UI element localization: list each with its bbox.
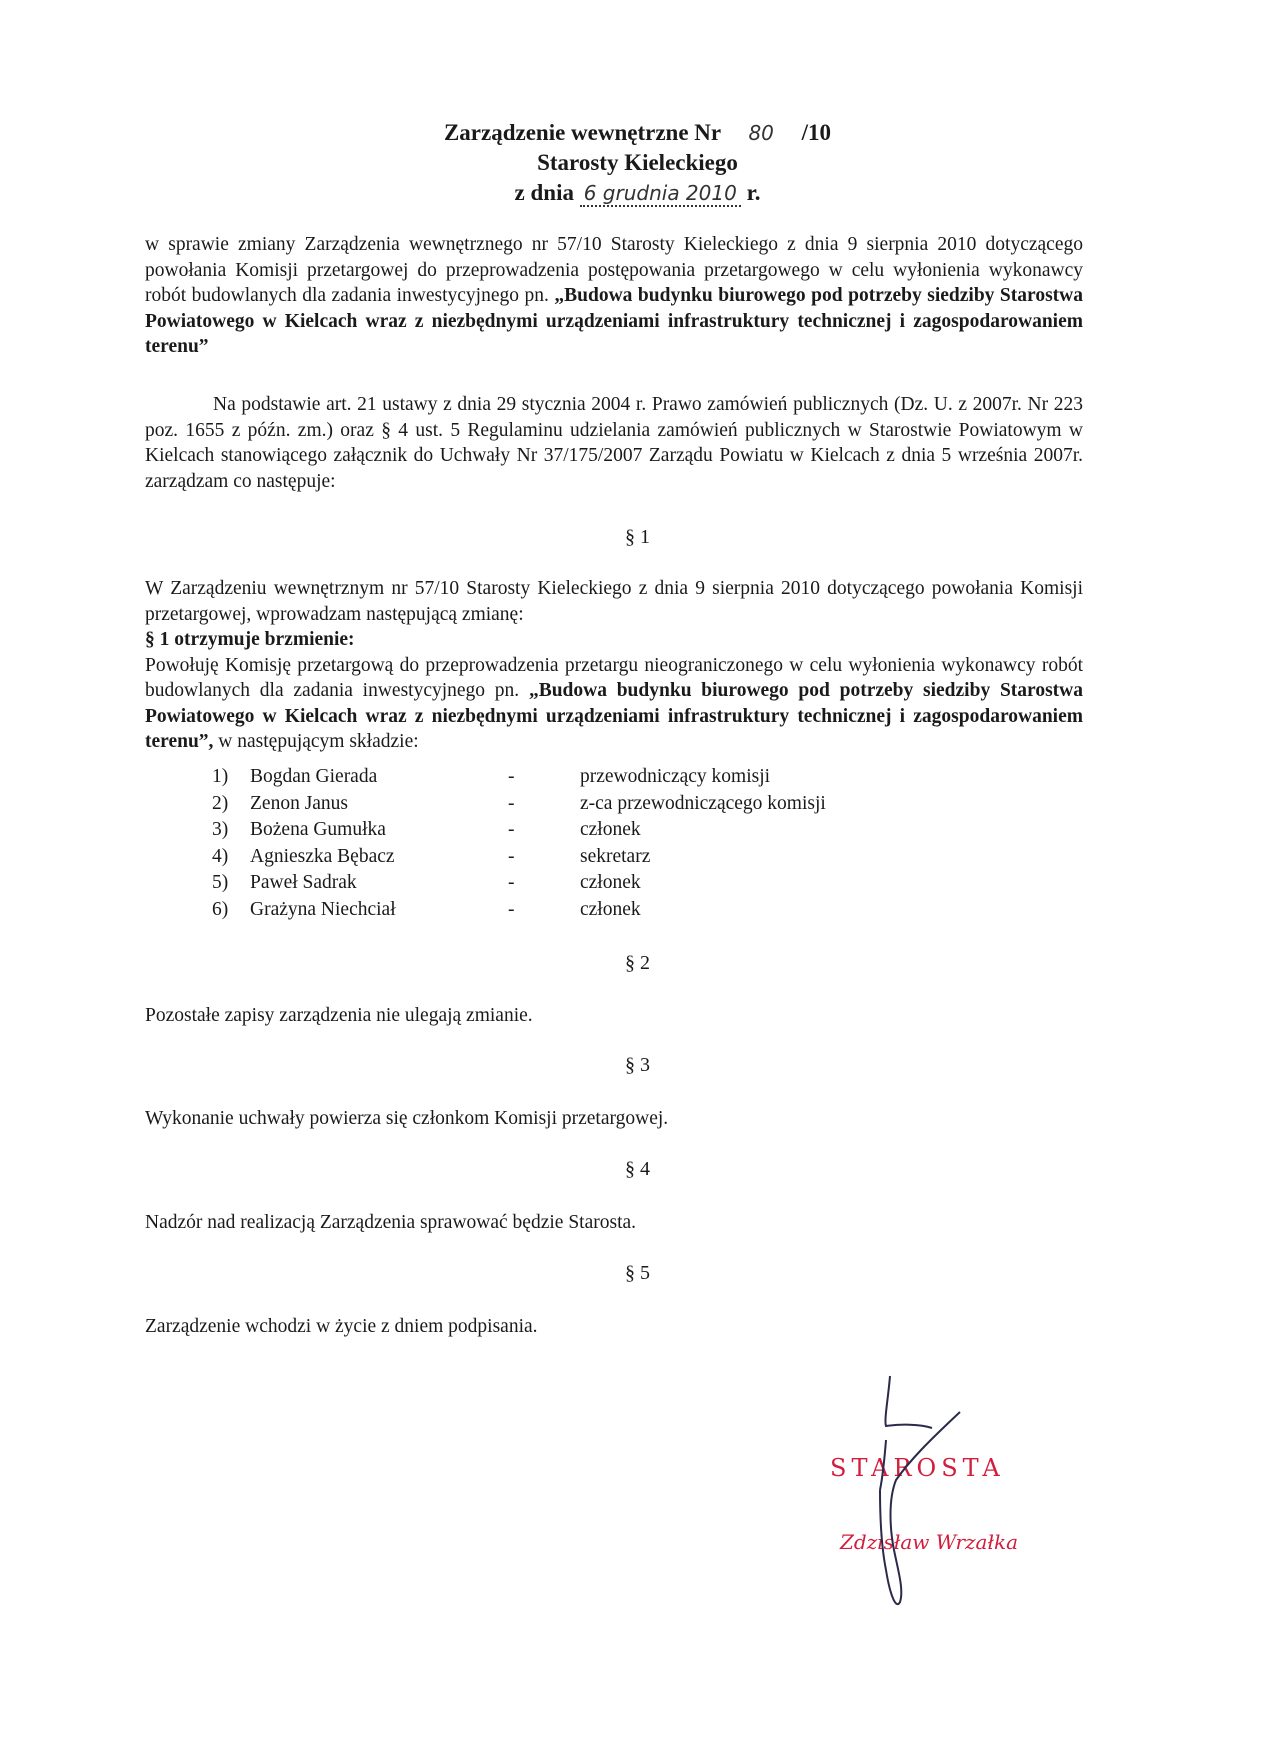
section-5-text: Zarządzenie wchodzi w życie z dniem podpisania. bbox=[145, 1316, 538, 1337]
section-1-body bbox=[145, 576, 1083, 755]
amendment-task-name: „Budowa budynku biurowego pod potrzeby siedziby Starostwa Powiatowego w Kielcach wraz z niezbędnymi urządzeniami infrastruktury technicznej i zagospodarowaniem terenu”, bbox=[145, 680, 1083, 752]
amendment-label: § 1 otrzymuje brzmienie: bbox=[145, 629, 355, 650]
member-role: członek bbox=[580, 819, 641, 840]
date-prefix: z dnia bbox=[514, 180, 574, 205]
section-4-text: Nadzór nad realizacją Zarządzenia sprawować będzie Starosta. bbox=[145, 1212, 637, 1233]
member-dash: - bbox=[508, 845, 515, 867]
member-number: 1) bbox=[212, 766, 229, 787]
member-role: członek bbox=[580, 872, 641, 893]
subject-paragraph bbox=[145, 232, 1083, 360]
member-name: Agnieszka Bębacz bbox=[250, 845, 395, 867]
list-item bbox=[212, 791, 912, 818]
document-date bbox=[0, 178, 1275, 208]
handwritten-signature bbox=[860, 1370, 1060, 1640]
member-dash: - bbox=[508, 792, 515, 814]
subject-text: w sprawie zmiany Zarządzenia wewnętrznego nr 57/10 Starosty Kieleckiego z dnia 9 sierpnia 2010 dotyczącego powołania Komisji przetargowej do przeprowadzenia postępowania przetargowego w celu wyłonienia wykonawcy robót budowlanych dla zadania inwestycyjnego pn. bbox=[145, 234, 1083, 306]
handwritten-number: 80 bbox=[748, 121, 774, 145]
member-name: Bożena Gumułka bbox=[250, 819, 386, 840]
member-number: 6) bbox=[212, 898, 229, 920]
document-subtitle: Starosty Kieleckiego bbox=[537, 150, 738, 175]
member-number: 3) bbox=[212, 819, 229, 840]
section-3-text: Wykonanie uchwały powierza się członkom Komisji przetargowej. bbox=[145, 1108, 669, 1129]
document-header bbox=[0, 118, 1275, 208]
list-item bbox=[212, 844, 912, 871]
member-name: Grażyna Niechciał bbox=[250, 898, 396, 920]
member-dash: - bbox=[508, 819, 515, 840]
amendment-tail: w następującym składzie: bbox=[218, 731, 419, 752]
member-number: 4) bbox=[212, 845, 229, 867]
stamp-title: STAROSTA bbox=[830, 1454, 1005, 1482]
member-dash: - bbox=[508, 898, 515, 920]
section-4-heading: § 4 bbox=[625, 1158, 650, 1180]
member-dash: - bbox=[508, 872, 515, 893]
amendment-plain: Powołuję Komisję przetargową do przeprowadzenia przetargu nieograniczonego w celu wyłonienia wykonawcy robót budowlanych dla zadania inwestycyjnego pn. bbox=[145, 654, 1083, 701]
member-role: przewodniczący komisji bbox=[580, 766, 771, 787]
section-5-heading: § 5 bbox=[625, 1262, 650, 1284]
member-dash: - bbox=[508, 766, 515, 787]
list-item bbox=[212, 817, 912, 844]
section-3-heading: § 3 bbox=[625, 1054, 650, 1076]
section-2-heading: § 2 bbox=[625, 952, 650, 974]
section-1-heading: § 1 bbox=[625, 526, 650, 548]
list-item bbox=[212, 764, 912, 791]
member-role: z-ca przewodniczącego komisji bbox=[580, 792, 826, 814]
section-2-text: Pozostałe zapisy zarządzenia nie ulegają zmianie. bbox=[145, 1005, 533, 1026]
document-title bbox=[0, 118, 1275, 148]
list-item bbox=[212, 870, 912, 897]
amendment-text bbox=[145, 653, 1083, 755]
list-item bbox=[212, 897, 912, 924]
stamp-name: Zdzisław Wrzałka bbox=[840, 1530, 1018, 1554]
title-prefix: Zarządzenie wewnętrzne Nr bbox=[443, 120, 721, 145]
member-number: 5) bbox=[212, 872, 229, 893]
member-name: Bogdan Gierada bbox=[250, 766, 378, 787]
legal-basis-paragraph: Na podstawie art. 21 ustawy z dnia 29 stycznia 2004 r. Prawo zamówień publicznych (Dz. U. z 2007r. Nr 223 poz. 1655 z późn. zm.) oraz § 4 ust. 5 Regulaminu udzielania zamówień publicznych w Starostwie Powiatowym w Kielcach stanowiącego załącznik do Uchwały Nr 37/175/2007 Zarządu Powiatu w Kielcach z dnia 5 września 2007r. zarządzam co następuje: bbox=[145, 394, 1083, 492]
date-suffix: r. bbox=[746, 180, 761, 205]
member-role: członek bbox=[580, 898, 641, 920]
committee-members-list bbox=[212, 764, 912, 923]
section-1-intro: W Zarządzeniu wewnętrznym nr 57/10 Starosty Kieleckiego z dnia 9 sierpnia 2010 dotyczącego powołania Komisji przetargowej, wprowadzam następującą zmianę: bbox=[145, 578, 1083, 625]
subject-task-name: „Budowa budynku biurowego pod potrzeby siedziby Starostwa Powiatowego w Kielcach wraz z niezbędnymi urządzeniami infrastruktury technicznej i zagospodarowaniem terenu” bbox=[145, 285, 1083, 357]
member-name: Zenon Janus bbox=[250, 792, 349, 814]
member-name: Paweł Sadrak bbox=[250, 872, 357, 893]
title-suffix: /10 bbox=[801, 120, 832, 145]
member-number: 2) bbox=[212, 792, 229, 814]
member-role: sekretarz bbox=[580, 845, 651, 867]
handwritten-date: 6 grudnia 2010 bbox=[580, 181, 741, 207]
